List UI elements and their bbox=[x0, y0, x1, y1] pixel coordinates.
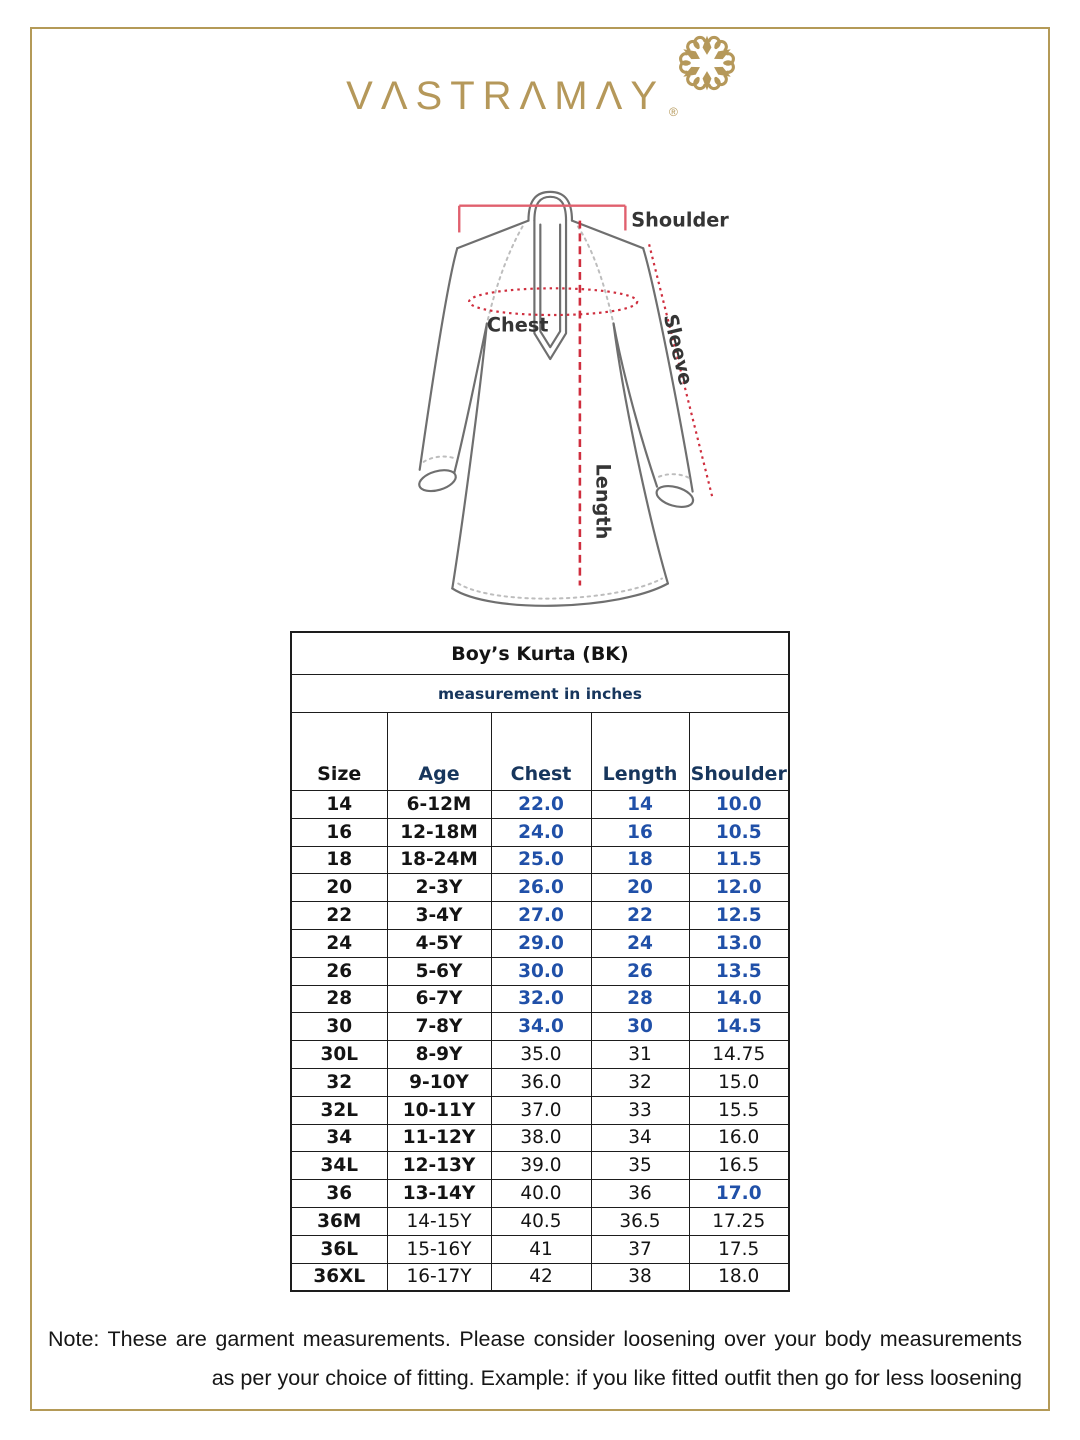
age-cell: 16-17Y bbox=[387, 1263, 491, 1291]
shoulder-cell: 12.0 bbox=[689, 874, 789, 902]
table-row bbox=[291, 1124, 789, 1152]
chest-cell: 27.0 bbox=[491, 902, 591, 930]
length-cell: 30 bbox=[591, 1013, 689, 1041]
table-row bbox=[291, 1096, 789, 1124]
shoulder-label: Shoulder bbox=[631, 208, 729, 232]
size-cell: 34 bbox=[291, 1124, 387, 1152]
chest-cell: 41 bbox=[491, 1235, 591, 1263]
table-row bbox=[291, 1152, 789, 1180]
size-cell: 36XL bbox=[291, 1263, 387, 1291]
size-cell: 30L bbox=[291, 1041, 387, 1069]
length-cell: 24 bbox=[591, 929, 689, 957]
chest-label: Chest bbox=[486, 313, 549, 337]
shoulder-cell: 13.0 bbox=[689, 929, 789, 957]
length-cell: 14 bbox=[591, 791, 689, 819]
length-cell: 16 bbox=[591, 818, 689, 846]
chest-cell: 36.0 bbox=[491, 1068, 591, 1096]
brand-logo bbox=[346, 74, 678, 119]
size-cell: 32 bbox=[291, 1068, 387, 1096]
brand-wordmark: VΛSTRΛMΛY bbox=[346, 74, 665, 118]
registered-mark-icon: ® bbox=[669, 105, 678, 119]
size-cell: 18 bbox=[291, 846, 387, 874]
length-cell: 22 bbox=[591, 902, 689, 930]
age-cell: 2-3Y bbox=[387, 874, 491, 902]
brand-emblem-icon bbox=[670, 26, 744, 100]
shoulder-cell: 15.0 bbox=[689, 1068, 789, 1096]
table-title: Boy’s Kurta (BK) bbox=[291, 632, 789, 675]
age-cell: 10-11Y bbox=[387, 1096, 491, 1124]
chest-cell: 35.0 bbox=[491, 1041, 591, 1069]
table-row bbox=[291, 1235, 789, 1263]
shoulder-cell: 14.0 bbox=[689, 985, 789, 1013]
size-cell: 30 bbox=[291, 1013, 387, 1041]
age-cell: 4-5Y bbox=[387, 929, 491, 957]
table-row bbox=[291, 985, 789, 1013]
size-cell: 24 bbox=[291, 929, 387, 957]
kurta-diagram-svg bbox=[410, 183, 730, 628]
chest-cell: 38.0 bbox=[491, 1124, 591, 1152]
table-row bbox=[291, 791, 789, 819]
sleeve-label: Sleeve bbox=[658, 311, 698, 388]
size-cell: 20 bbox=[291, 874, 387, 902]
age-cell: 13-14Y bbox=[387, 1180, 491, 1208]
age-cell: 7-8Y bbox=[387, 1013, 491, 1041]
chest-cell: 26.0 bbox=[491, 874, 591, 902]
length-cell: 20 bbox=[591, 874, 689, 902]
shoulder-cell: 14.75 bbox=[689, 1041, 789, 1069]
shoulder-cell: 17.5 bbox=[689, 1235, 789, 1263]
age-cell: 11-12Y bbox=[387, 1124, 491, 1152]
table-row bbox=[291, 957, 789, 985]
age-cell: 18-24M bbox=[387, 846, 491, 874]
age-cell: 6-12M bbox=[387, 791, 491, 819]
shoulder-cell: 14.5 bbox=[689, 1013, 789, 1041]
length-cell: 34 bbox=[591, 1124, 689, 1152]
table-row bbox=[291, 929, 789, 957]
length-cell: 31 bbox=[591, 1041, 689, 1069]
size-cell: 16 bbox=[291, 818, 387, 846]
size-chart-table bbox=[290, 631, 790, 1292]
chest-cell: 42 bbox=[491, 1263, 591, 1291]
length-cell: 28 bbox=[591, 985, 689, 1013]
size-cell: 34L bbox=[291, 1152, 387, 1180]
col-header-chest: Chest bbox=[491, 713, 591, 791]
chest-cell: 40.0 bbox=[491, 1180, 591, 1208]
size-cell: 22 bbox=[291, 902, 387, 930]
size-cell: 26 bbox=[291, 957, 387, 985]
shoulder-cell: 16.0 bbox=[689, 1124, 789, 1152]
size-cell: 32L bbox=[291, 1096, 387, 1124]
table-row bbox=[291, 874, 789, 902]
chest-cell: 34.0 bbox=[491, 1013, 591, 1041]
length-cell: 33 bbox=[591, 1096, 689, 1124]
age-cell: 15-16Y bbox=[387, 1235, 491, 1263]
kurta-outline bbox=[417, 192, 696, 606]
chest-cell: 32.0 bbox=[491, 985, 591, 1013]
size-cell: 36 bbox=[291, 1180, 387, 1208]
table-row bbox=[291, 1207, 789, 1235]
note-line-2: as per your choice of fitting. Example: if you like fitted outfit then go for less loosening bbox=[211, 1365, 1022, 1390]
length-cell: 38 bbox=[591, 1263, 689, 1291]
table-row bbox=[291, 1263, 789, 1291]
chest-cell: 30.0 bbox=[491, 957, 591, 985]
chest-cell: 29.0 bbox=[491, 929, 591, 957]
shoulder-cell: 12.5 bbox=[689, 902, 789, 930]
size-cell: 14 bbox=[291, 791, 387, 819]
age-cell: 8-9Y bbox=[387, 1041, 491, 1069]
table-row bbox=[291, 1013, 789, 1041]
col-header-size: Size bbox=[291, 713, 387, 791]
col-header-age: Age bbox=[387, 713, 491, 791]
size-cell: 36L bbox=[291, 1235, 387, 1263]
note bbox=[48, 1320, 1022, 1397]
chest-cell: 40.5 bbox=[491, 1207, 591, 1235]
length-cell: 36.5 bbox=[591, 1207, 689, 1235]
shoulder-cell: 18.0 bbox=[689, 1263, 789, 1291]
table-row bbox=[291, 1068, 789, 1096]
age-cell: 12-18M bbox=[387, 818, 491, 846]
table-row bbox=[291, 1180, 789, 1208]
chest-cell: 39.0 bbox=[491, 1152, 591, 1180]
brand-header bbox=[0, 0, 1080, 119]
size-cell: 28 bbox=[291, 985, 387, 1013]
length-cell: 36 bbox=[591, 1180, 689, 1208]
table-row bbox=[291, 1041, 789, 1069]
shoulder-cell: 16.5 bbox=[689, 1152, 789, 1180]
table-title-row bbox=[291, 632, 789, 675]
table-subtitle: measurement in inches bbox=[291, 675, 789, 713]
age-cell: 5-6Y bbox=[387, 957, 491, 985]
length-cell: 18 bbox=[591, 846, 689, 874]
length-label: Length bbox=[591, 463, 615, 540]
shoulder-measure-line bbox=[459, 206, 625, 233]
shoulder-cell: 17.0 bbox=[689, 1180, 789, 1208]
chest-cell: 24.0 bbox=[491, 818, 591, 846]
shoulder-cell: 17.25 bbox=[689, 1207, 789, 1235]
length-cell: 37 bbox=[591, 1235, 689, 1263]
table-subtitle-row bbox=[291, 675, 789, 713]
table-row bbox=[291, 902, 789, 930]
length-cell: 26 bbox=[591, 957, 689, 985]
shoulder-cell: 11.5 bbox=[689, 846, 789, 874]
age-cell: 9-10Y bbox=[387, 1068, 491, 1096]
kurta-measurement-diagram bbox=[410, 183, 730, 633]
size-table-body bbox=[291, 791, 789, 1292]
note-line-1: Note: These are garment measurements. Please consider loosening over your body measurements bbox=[48, 1327, 1022, 1352]
size-cell: 36M bbox=[291, 1207, 387, 1235]
table-row bbox=[291, 818, 789, 846]
shoulder-cell: 10.0 bbox=[689, 791, 789, 819]
shoulder-cell: 15.5 bbox=[689, 1096, 789, 1124]
length-cell: 35 bbox=[591, 1152, 689, 1180]
shoulder-cell: 10.5 bbox=[689, 818, 789, 846]
col-header-length: Length bbox=[591, 713, 689, 791]
age-cell: 14-15Y bbox=[387, 1207, 491, 1235]
table-row bbox=[291, 846, 789, 874]
age-cell: 3-4Y bbox=[387, 902, 491, 930]
seam-stitch-lines bbox=[424, 227, 689, 599]
chest-cell: 25.0 bbox=[491, 846, 591, 874]
age-cell: 6-7Y bbox=[387, 985, 491, 1013]
chest-measure-ellipse bbox=[469, 288, 637, 315]
table-header-row bbox=[291, 713, 789, 791]
col-header-shoulder: Shoulder bbox=[689, 713, 789, 791]
length-cell: 32 bbox=[591, 1068, 689, 1096]
shoulder-cell: 13.5 bbox=[689, 957, 789, 985]
chest-cell: 37.0 bbox=[491, 1096, 591, 1124]
chest-cell: 22.0 bbox=[491, 791, 591, 819]
age-cell: 12-13Y bbox=[387, 1152, 491, 1180]
